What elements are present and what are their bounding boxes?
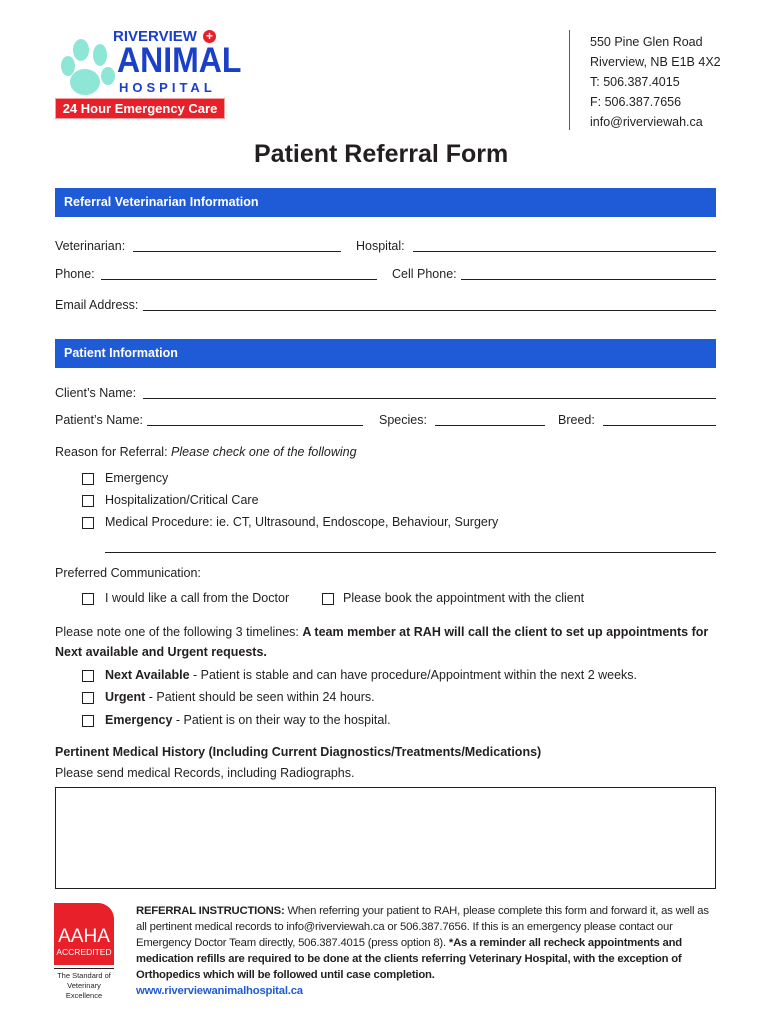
fax: F: 506.387.7656	[590, 95, 682, 109]
timeline-name: Urgent	[105, 690, 146, 704]
reason-medical-procedure: Medical Procedure: ie. CT, Ultrasound, Endoscope, Behaviour, Surgery	[105, 515, 499, 529]
comm-book-appointment: Please book the appointment with the client	[343, 591, 585, 605]
checkbox-urgent[interactable]	[82, 692, 94, 704]
contact-info	[590, 32, 721, 132]
history-title: Pertinent Medical History (Including Current Diagnostics/Treatments/Medications)	[55, 745, 542, 759]
comm-call-doctor: I would like a call from the Doctor	[105, 591, 290, 605]
red-cross-icon: +	[203, 30, 216, 43]
header-divider	[569, 30, 570, 130]
checkbox-hospitalization[interactable]	[82, 495, 94, 507]
communication-label: Preferred Communication:	[55, 566, 201, 580]
referral-instructions	[136, 903, 718, 999]
species-label: Species:	[379, 413, 427, 427]
logo-hospital: HOSPITAL	[119, 80, 216, 95]
checkbox-book-appointment[interactable]	[322, 593, 334, 605]
patient-name-label: Patient’s Name:	[55, 413, 144, 427]
medical-history-textarea[interactable]	[55, 787, 716, 889]
instructions-bold: *As a reminder all recheck appointments and medication refills are required to be done at the clients referring Veterinary Hospital, with the exception of Orthopedics which will be followed until case completion.	[136, 937, 682, 981]
timeline-desc: - Patient is stable and can have procedure/Appointment within the next 2 weeks.	[189, 668, 638, 682]
client-name-field[interactable]	[143, 398, 716, 399]
logo-tagline: 24 Hour Emergency Care	[55, 98, 225, 119]
cell-phone-field[interactable]	[461, 279, 716, 280]
checkbox-medical-procedure[interactable]	[82, 517, 94, 529]
logo	[55, 28, 242, 120]
checkbox-next-available[interactable]	[82, 670, 94, 682]
breed-label: Breed:	[558, 413, 595, 427]
aaha-text: AAHA	[58, 926, 110, 947]
phone-label: Phone:	[55, 267, 95, 281]
address-line-2: Riverview, NB E1B 4X2	[590, 55, 721, 69]
phone: T: 506.387.4015	[590, 75, 680, 89]
timeline-note	[55, 622, 720, 662]
hospital-label: Hospital:	[356, 239, 405, 253]
email: info@riverviewah.ca	[590, 115, 703, 129]
logo-riverview: RIVERVIEW	[113, 28, 197, 45]
species-field[interactable]	[435, 425, 545, 426]
reason-emergency: Emergency	[105, 471, 169, 485]
logo-animal: ANIMAL	[117, 40, 242, 80]
instructions-text: When referring your patient to RAH, please complete this form and forward it, as well as all pertinent medical records to info@riverviewah.ca or 506.387.7656. If this is an emergency please contact our Emergency Doctor Team directly, 506.387.4015 (press option 8).	[136, 905, 709, 949]
email-field[interactable]	[143, 310, 716, 311]
reason-label-text: Reason for Referral:	[55, 445, 168, 459]
aaha-accredited: ACCREDITED	[56, 947, 112, 957]
breed-field[interactable]	[603, 425, 716, 426]
phone-field[interactable]	[101, 279, 377, 280]
reason-label	[55, 445, 357, 459]
history-note: Please send medical Records, including Radiographs.	[55, 766, 355, 780]
timeline-desc: - Patient should be seen within 24 hours.	[145, 690, 375, 704]
cell-phone-label: Cell Phone:	[392, 267, 457, 281]
hospital-field[interactable]	[413, 251, 716, 252]
aaha-badge	[54, 903, 114, 1001]
checkbox-emergency-timeline[interactable]	[82, 715, 94, 727]
aaha-logo	[54, 903, 114, 965]
timeline-name: Emergency	[105, 713, 173, 727]
reason-other-field[interactable]	[105, 552, 716, 553]
website-link[interactable]: www.riverviewanimalhospital.ca	[136, 985, 303, 997]
email-label: Email Address:	[55, 298, 139, 312]
paw-icon	[58, 36, 118, 98]
veterinarian-label: Veterinarian:	[55, 239, 126, 253]
checkbox-call-doctor[interactable]	[82, 593, 94, 605]
timeline-next-available	[105, 668, 637, 682]
client-name-label: Client’s Name:	[55, 386, 137, 400]
veterinarian-field[interactable]	[133, 251, 341, 252]
timeline-name: Next Available	[105, 668, 190, 682]
timeline-urgent	[105, 690, 375, 704]
checkbox-emergency[interactable]	[82, 473, 94, 485]
patient-name-field[interactable]	[147, 425, 363, 426]
timeline-intro: Please note one of the following 3 timelines:	[55, 625, 299, 639]
section-header-patient: Patient Information	[55, 339, 716, 368]
aaha-standard: The Standard of Veterinary Excellence	[54, 968, 114, 1001]
timeline-desc: - Patient is on their way to the hospital.	[172, 713, 391, 727]
timeline-emergency	[105, 713, 391, 727]
reason-hint: Please check one of the following	[171, 445, 357, 459]
timeline-bold: A team member at RAH will call the client to set up appointments for Next available and Urgent requests.	[55, 625, 709, 659]
instructions-label: REFERRAL INSTRUCTIONS:	[136, 905, 285, 917]
reason-hospitalization: Hospitalization/Critical Care	[105, 493, 259, 507]
address-line-1: 550 Pine Glen Road	[590, 35, 703, 49]
section-header-referral-vet: Referral Veterinarian Information	[55, 188, 716, 217]
page-title: Patient Referral Form	[254, 140, 509, 168]
